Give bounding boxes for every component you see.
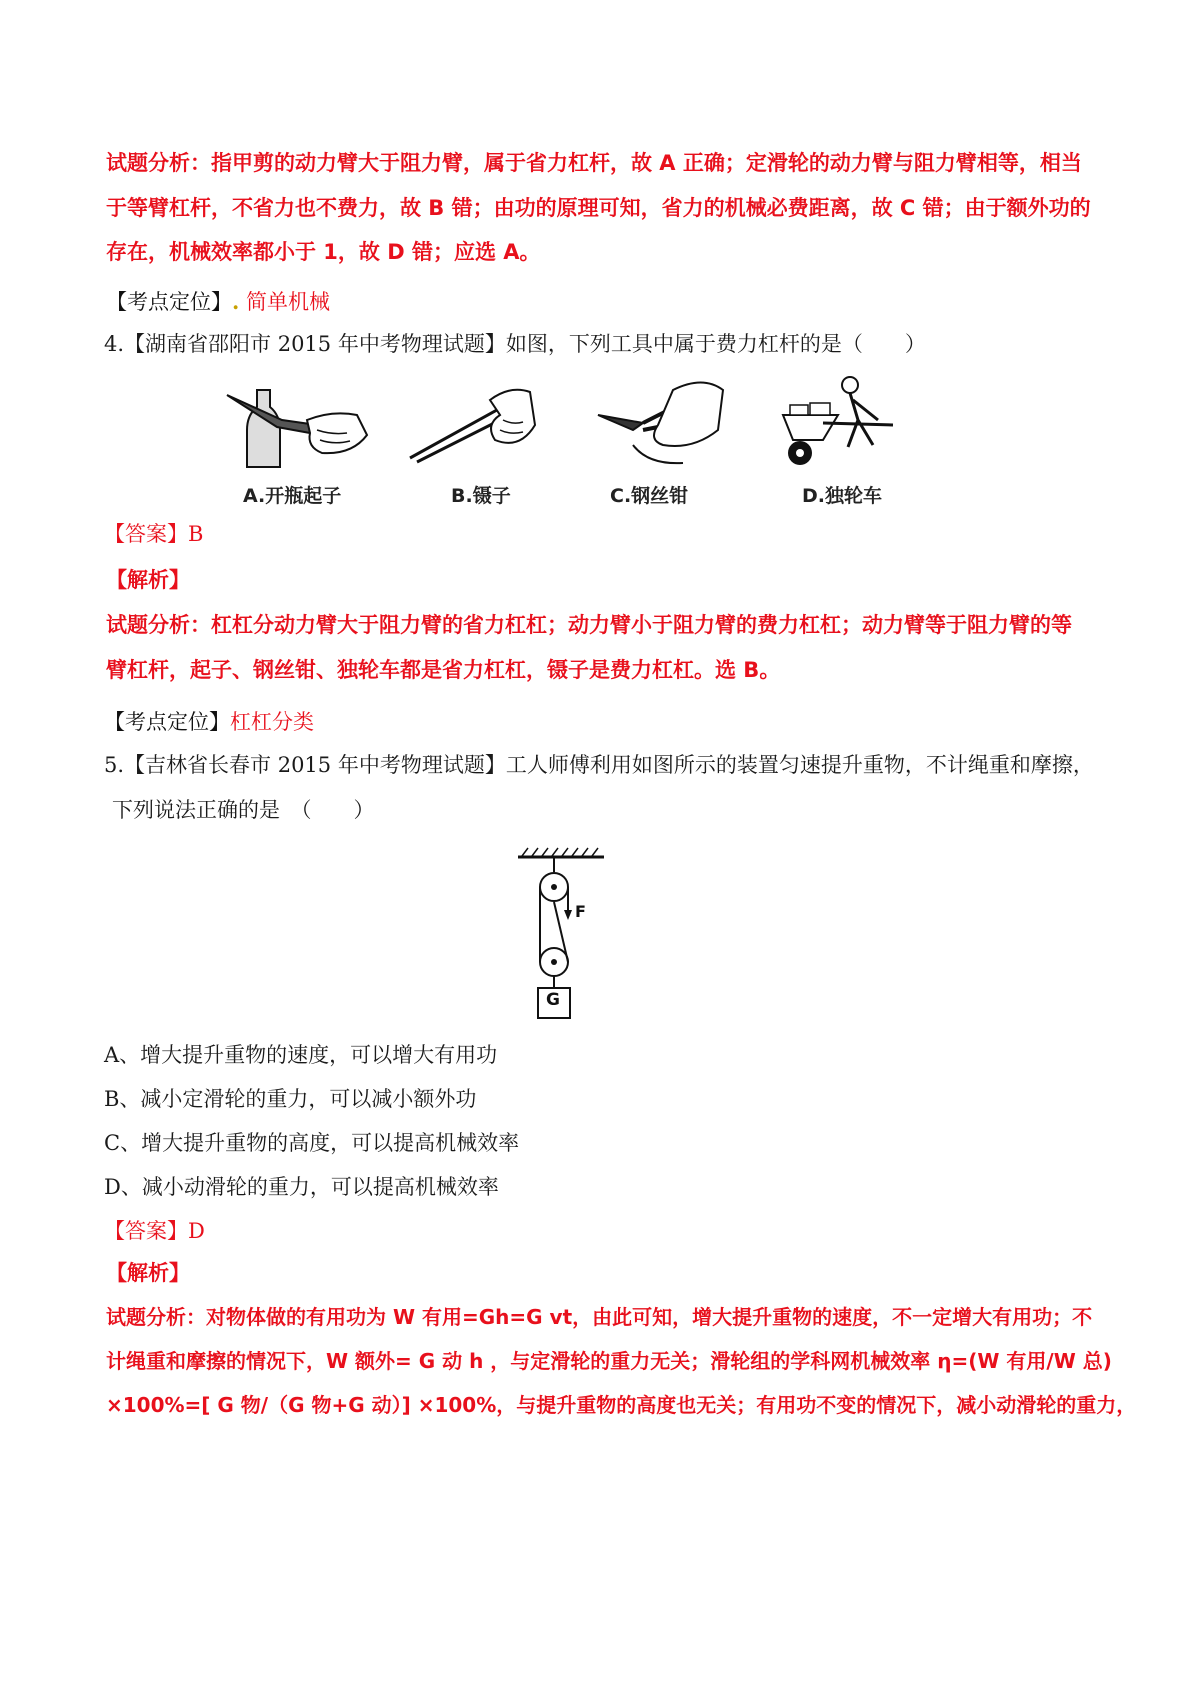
q4-kaodian: [104, 707, 314, 737]
pulley-system-figure: [516, 842, 606, 1022]
answer-value: B: [188, 522, 204, 546]
bottle-opener-figure: [222, 375, 372, 470]
q4-caption-b: B.镊子: [451, 485, 511, 507]
q5-answer: [104, 1216, 205, 1246]
q5-analysis-line2: 计绳重和摩擦的情况下，W 额外= G 动 h ，与定滑轮的重力无关；滑轮组的学科网机械效率 η=(W 有用/W 总): [106, 1349, 1112, 1373]
q4-caption-a: A.开瓶起子: [243, 485, 342, 507]
q5-option-b: B、减小定滑轮的重力，可以减小额外功: [104, 1087, 477, 1111]
q4-jiexi-label: 【解析】: [106, 568, 190, 592]
q3-analysis-line2: 于等臂杠杆，不省力也不费力，故 B 错；由功的原理可知，省力的机械必费距离，故 C 错；由于额外功的: [106, 196, 1091, 220]
q4-stem: 4.【湖南省邵阳市 2015 年中考物理试题】如图，下列工具中属于费力杠杆的是（ ）: [104, 332, 926, 356]
wheelbarrow-figure: [778, 375, 903, 470]
q5-jiexi-label: 【解析】: [106, 1261, 190, 1285]
q5-stem-line2: 下列说法正确的是 （ ）: [112, 798, 375, 822]
q5-analysis-line3: ×100%=[ G 物/（G 物+G 动）] ×100%，与提升重物的高度也无关；有用功不变的情况下，减小动滑轮的重力，: [106, 1393, 1137, 1417]
weight-label: G: [546, 990, 560, 1010]
q4-caption-c: C.钢丝钳: [610, 485, 689, 507]
force-label: F: [575, 902, 586, 921]
q4-answer: [104, 519, 203, 549]
tweezers-figure: [405, 380, 540, 465]
kaodian-label: 【考点定位】: [104, 710, 230, 734]
q3-analysis-line1: 试题分析：指甲剪的动力臂大于阻力臂，属于省力杠杆，故 A 正确；定滑轮的动力臂与阻力臂相等，相当: [106, 151, 1082, 175]
q5-analysis-line1: 试题分析：对物体做的有用功为 W 有用=Gh=G vt，由此可知，增大提升重物的速度，不一定增大有用功；不: [106, 1305, 1093, 1329]
kaodian-value: 简单机械: [246, 290, 330, 314]
kaodian-label: 【考点定位】: [106, 290, 232, 314]
q4-analysis-line1: 试题分析：杠杠分动力臂大于阻力臂的省力杠杠；动力臂小于阻力臂的费力杠杠；动力臂等于阻力臂的等: [106, 613, 1072, 637]
q5-option-a: A、增大提升重物的速度，可以增大有用功: [104, 1043, 498, 1067]
q3-analysis-line3: 存在，机械效率都小于 1，故 D 错；应选 A。: [106, 240, 541, 264]
q4-caption-d: D.独轮车: [802, 485, 882, 507]
answer-label: 【答案】: [104, 1219, 188, 1243]
q5-option-c: C、增大提升重物的高度，可以提高机械效率: [104, 1131, 520, 1155]
wire-pliers-figure: [588, 375, 728, 470]
q3-kaodian: 【考点定位】. 简单机械: [106, 289, 330, 314]
q5-stem-line1: 5.【吉林省长春市 2015 年中考物理试题】工人师傅利用如图所示的装置匀速提升重物，不计绳重和摩擦，: [104, 753, 1094, 777]
answer-label: 【答案】: [104, 522, 188, 546]
q5-option-d: D、减小动滑轮的重力，可以提高机械效率: [104, 1175, 499, 1199]
kaodian-value: 杠杠分类: [230, 710, 314, 734]
q4-analysis-line2: 臂杠杆，起子、钢丝钳、独轮车都是省力杠杠，镊子是费力杠杠。选 B。: [106, 658, 781, 682]
answer-value: D: [188, 1219, 205, 1243]
